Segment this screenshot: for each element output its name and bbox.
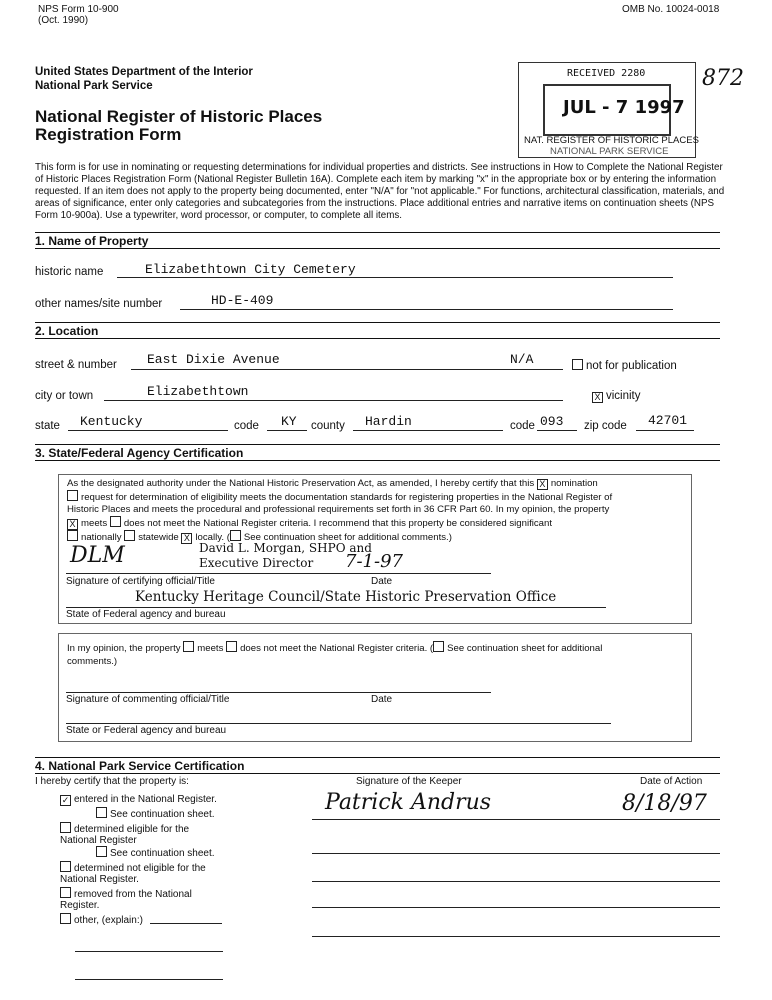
nps-item-other[interactable] <box>60 913 143 926</box>
divider <box>35 757 720 758</box>
keeper-line[interactable] <box>312 852 720 854</box>
divider <box>35 773 720 774</box>
service: National Park Service <box>35 80 153 92</box>
county-value: Hardin <box>365 414 412 429</box>
county-code-value: 093 <box>540 414 564 429</box>
item-label: entered in the National Register. <box>74 794 217 805</box>
keeper-intro: I hereby certify that the property is: <box>35 776 189 787</box>
checkbox-checked[interactable]: X <box>181 533 192 544</box>
checkbox[interactable] <box>110 516 121 527</box>
signature2-label: Signature of commenting official/Title <box>66 694 230 705</box>
other-names-value: HD-E-409 <box>211 293 274 308</box>
form-number: NPS Form 10-900 <box>38 4 119 15</box>
divider <box>35 322 720 323</box>
signature-label: Signature of certifying official/Title <box>66 576 215 587</box>
keeper-line[interactable] <box>312 935 720 937</box>
department: United States Department of the Interior <box>35 66 253 78</box>
item-label: See continuation sheet. <box>110 809 215 820</box>
agency2-line[interactable] <box>66 722 611 724</box>
stamp-line2: NATIONAL PARK SERVICE <box>550 146 669 157</box>
other-line[interactable] <box>150 922 222 924</box>
stamp-received: RECEIVED 2280 <box>567 68 646 79</box>
opinion-text-part: does not meet the National Register criteria. ( <box>240 643 434 654</box>
section-1-heading: 1. Name of Property <box>35 234 149 248</box>
other-line[interactable] <box>75 950 223 952</box>
zip-value: 42701 <box>648 413 688 428</box>
checkbox-checked[interactable]: X <box>592 392 603 403</box>
checkbox[interactable] <box>433 641 444 652</box>
city-label: city or town <box>35 390 94 402</box>
divider <box>35 444 720 445</box>
divider <box>35 338 720 339</box>
item-label: determined eligible for the National Register <box>60 824 190 846</box>
nps-item-eligible[interactable] <box>60 822 220 846</box>
divider <box>35 460 720 461</box>
certification-text <box>67 478 612 544</box>
checkbox[interactable] <box>60 822 71 833</box>
street-value: East Dixie Avenue <box>147 352 280 367</box>
cert-text: statewide <box>138 532 179 543</box>
form-date: (Oct. 1990) <box>38 15 89 26</box>
checkbox-checked[interactable]: X <box>67 519 78 530</box>
opinion-text <box>67 641 602 668</box>
signature-line[interactable] <box>66 691 491 693</box>
cert-text: nomination <box>550 478 598 489</box>
official-title: Executive Director <box>199 556 314 570</box>
nps-item-continuation[interactable] <box>96 846 215 859</box>
code-label: code <box>234 420 259 432</box>
checkbox[interactable] <box>96 846 107 857</box>
state-label: state <box>35 420 60 432</box>
handwritten-number: 872 <box>702 66 744 91</box>
divider <box>35 248 720 249</box>
city-value: Elizabethtown <box>147 384 249 399</box>
keeper-signature: Patrick Andrus <box>325 790 492 815</box>
opinion-text-part: See continuation sheet for additional <box>447 643 603 654</box>
official-signature: DLM <box>70 543 125 568</box>
checkbox[interactable] <box>60 887 71 898</box>
signature-line <box>66 572 491 574</box>
county-label: county <box>311 420 345 432</box>
checkbox[interactable] <box>230 530 241 541</box>
checkbox[interactable] <box>183 641 194 652</box>
agency-line <box>66 606 606 608</box>
keeper-line[interactable] <box>312 906 720 908</box>
historic-name-value: Elizabethtown City Cemetery <box>145 262 356 277</box>
state-value: Kentucky <box>80 414 143 429</box>
form-subtitle: Registration Form <box>35 125 182 144</box>
action-date-label: Date of Action <box>640 776 703 787</box>
other-line[interactable] <box>75 978 223 980</box>
checkbox[interactable] <box>124 530 135 541</box>
checkbox[interactable] <box>60 861 71 872</box>
opinion-text-part: meets <box>197 643 224 654</box>
not-for-publication-label: not for publication <box>586 360 677 372</box>
checkbox[interactable] <box>67 490 78 501</box>
action-date: 8/18/97 <box>622 791 707 816</box>
cert-text: does not meet the National Register criteria. I recommend that this property be considered significant <box>123 518 553 529</box>
nps-item-entered[interactable] <box>60 794 217 806</box>
state-code-value: KY <box>281 414 297 429</box>
checkbox[interactable] <box>226 641 237 652</box>
keeper-label: Signature of the Keeper <box>356 776 462 787</box>
nps-item-not-eligible[interactable] <box>60 861 220 885</box>
historic-name-label: historic name <box>35 266 104 278</box>
vicinity[interactable] <box>592 390 641 403</box>
county-code-label: code <box>510 420 535 432</box>
divider <box>35 232 720 233</box>
agency-label: State of Federal agency and bureau <box>66 609 226 620</box>
item-label: determined not eligible for the National Register. <box>60 863 206 885</box>
checkbox[interactable] <box>572 359 583 370</box>
nps-item-continuation[interactable] <box>96 807 215 820</box>
omb-number: OMB No. 10024-0018 <box>622 4 720 15</box>
agency2-label: State or Federal agency and bureau <box>66 725 227 736</box>
date2-label: Date <box>371 694 393 705</box>
checkbox[interactable] <box>67 530 78 541</box>
street-na: N/A <box>510 352 534 367</box>
section-4-heading: 4. National Park Service Certification <box>35 759 245 773</box>
not-for-publication[interactable] <box>572 359 677 372</box>
sign-date: 7-1-97 <box>345 551 403 572</box>
date-label: Date <box>371 576 393 587</box>
section-3-heading: 3. State/Federal Agency Certification <box>35 446 244 460</box>
cert-text: nationally <box>81 532 122 543</box>
checkbox-checked[interactable]: X <box>537 479 548 490</box>
cert-text: request for determination of eligibility meets the documentation standards for registering properties in the National Register of <box>81 492 613 503</box>
zip-label: zip code <box>584 420 627 432</box>
keeper-line[interactable] <box>312 880 720 882</box>
stamp-date: JUL - 7 1997 <box>563 97 685 118</box>
cert-text: locally. ( <box>195 532 230 543</box>
stamp-line1: NAT. REGISTER OF HISTORIC PLACES <box>524 135 699 146</box>
agency-value: Kentucky Heritage Council/State Historic Preservation Office <box>135 589 557 605</box>
checkbox-checked[interactable]: ✓ <box>61 795 70 805</box>
section-2-heading: 2. Location <box>35 324 99 338</box>
street-label: street & number <box>35 359 117 371</box>
form-title: National Register of Historic Places <box>35 107 323 126</box>
checkbox[interactable] <box>60 913 71 924</box>
cert-text: Historic Places and meets the procedural and professional requirements set forth in 36 CFR Part 60. In my opinion, the property <box>67 504 610 515</box>
item-label: removed from the National Register. <box>60 889 192 911</box>
cert-text: See continuation sheet for additional comments.) <box>243 532 452 543</box>
instructions: This form is for use in nominating or requesting determinations for individual properties and districts. See instructions in How to Complete the National Register of Historic Places Registration Form (National Register Bulletin 16A). Complete each item by marking "x" in the appropriate box or by entering the information requested. If an item does not apply to the property being documented, enter "N/A" for "not applicable." For functions, architectural classification, materials, and areas of significance, enter only categories and subcategories from the instructions. Place additional entries and narrative items on continuation sheets (NPS Form 10-900a). Use a typewriter, word processor, or computer, to complete all items. <box>35 162 725 221</box>
other-names-label: other names/site number <box>35 298 163 310</box>
vicinity-label: vicinity <box>606 390 641 402</box>
official-name: David L. Morgan, SHPO and <box>199 541 372 555</box>
opinion-text-part: In my opinion, the property <box>67 643 181 654</box>
keeper-line[interactable] <box>312 818 720 820</box>
item-label: other, (explain:) <box>74 915 143 926</box>
item-label: See continuation sheet. <box>110 848 215 859</box>
cert-text: As the designated authority under the National Historic Preservation Act, as amended, I hereby certify that this <box>67 478 535 489</box>
checkbox[interactable] <box>96 807 107 818</box>
cert-text: meets <box>81 518 108 529</box>
nps-item-removed[interactable] <box>60 887 210 911</box>
opinion-text-part: comments.) <box>67 656 118 667</box>
